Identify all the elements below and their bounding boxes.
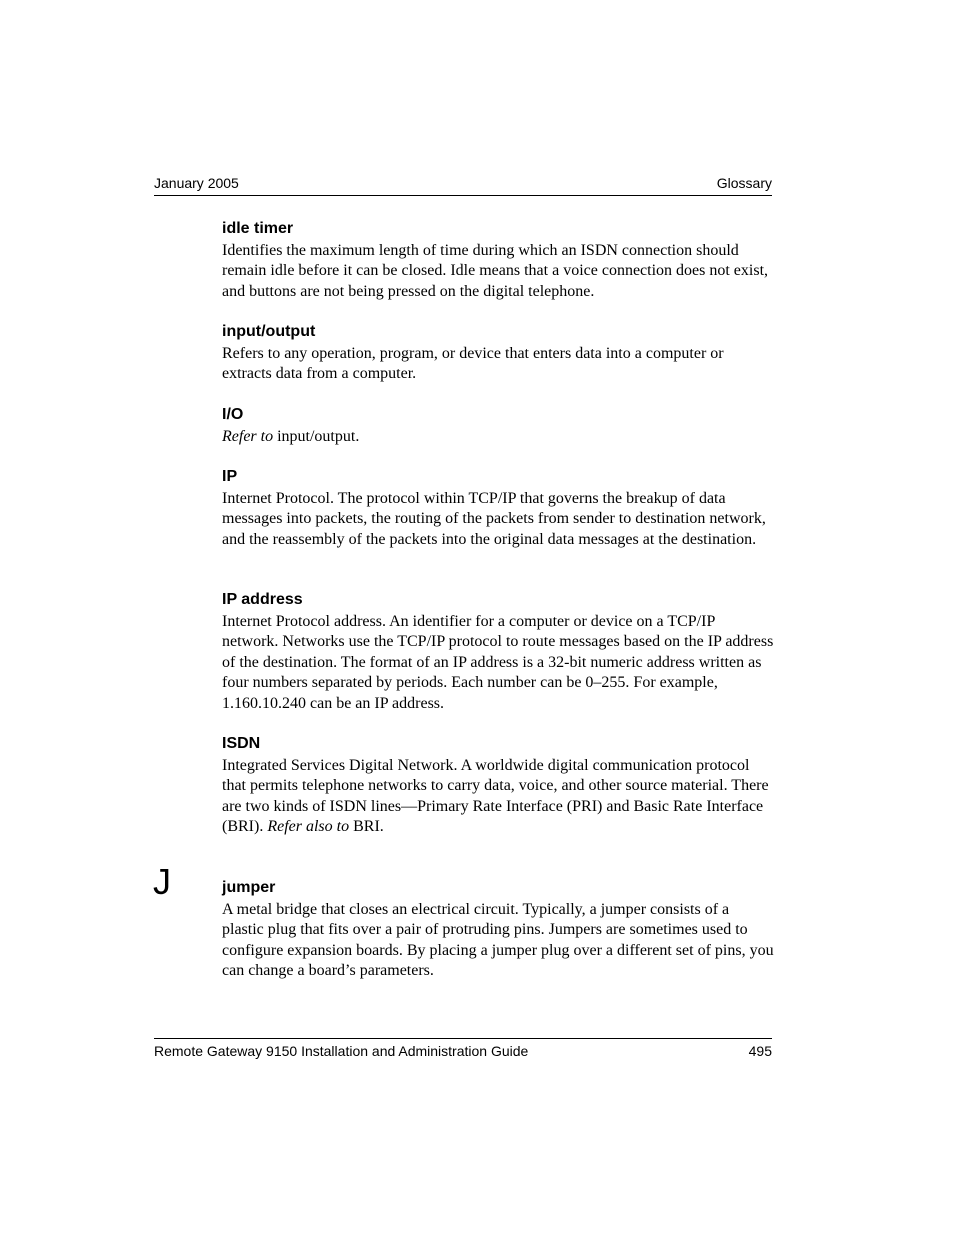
term-definition: Refers to any operation, program, or device that enters data into a computer or extracts data from a computer.	[222, 345, 724, 383]
cross-reference-target: BRI.	[349, 818, 384, 836]
term-title: IP address	[222, 591, 303, 608]
term-definition: A metal bridge that closes an electrical circuit. Typically, a jumper consists of a plastic plug that fits over a pair of protruding pins. Jumpers are sometimes used to configure expansion boards. By placing a jumper plug over a different set of pins, you can change a board’s parameters.	[222, 901, 774, 980]
term-title: I/O	[222, 406, 244, 423]
section-letter-j: J	[153, 861, 171, 902]
page-number: 495	[748, 1043, 772, 1059]
term-title: ISDN	[222, 735, 261, 752]
page-header	[154, 175, 772, 196]
term-definition	[222, 756, 774, 838]
term-title: input/output	[222, 323, 316, 340]
glossary-entry-ip-address	[222, 590, 774, 714]
term-title: IP	[222, 468, 238, 485]
term-definition: Internet Protocol address. An identifier for a computer or device on a TCP/IP network. Networks use the TCP/IP protocol to route messages based on the IP address of the destination. The format of an IP address is a 32-bit numeric address written as four numbers separated by periods. Each number can be 0–255. For example, 1.160.10.240 can be an IP address.	[222, 613, 774, 712]
glossary-entry-idle-timer	[222, 219, 774, 302]
cross-reference-target: input/output.	[273, 428, 360, 445]
page-footer	[154, 1038, 772, 1063]
cross-reference-label: Refer also to	[267, 818, 350, 836]
term-definition	[222, 427, 774, 447]
term-title: idle timer	[222, 220, 294, 237]
cross-reference-label: Refer to	[222, 428, 274, 445]
glossary-entry-jumper	[222, 878, 774, 982]
definition-text: Integrated Services Digital Network. A worldwide digital communication protocol that permits telephone networks to carry data, voice, and other source material. There are two kinds of ISDN lines—Primary Rate Interface (PRI) and Basic Rate Interface (BRI).	[222, 757, 769, 836]
glossary-entry-isdn	[222, 734, 774, 838]
term-definition: Identifies the maximum length of time during which an ISDN connection should remain idle before it can be closed. Idle means that a voice connection does not exist, and buttons are not being pressed on the digital telephone.	[222, 242, 769, 300]
glossary-entry-input-output	[222, 322, 774, 385]
term-definition: Internet Protocol. The protocol within TCP/IP that governs the breakup of data messages into packets, the routing of the packets from sender to destination network, and the reassembly of the packets into the original data messages at the destination.	[222, 490, 766, 548]
footer-doc-title: Remote Gateway 9150 Installation and Administration Guide	[154, 1043, 529, 1059]
header-date: January 2005	[154, 175, 239, 191]
term-title: jumper	[222, 879, 276, 896]
glossary-entry-io	[222, 405, 774, 447]
header-section: Glossary	[716, 175, 772, 191]
glossary-entry-ip	[222, 467, 774, 550]
